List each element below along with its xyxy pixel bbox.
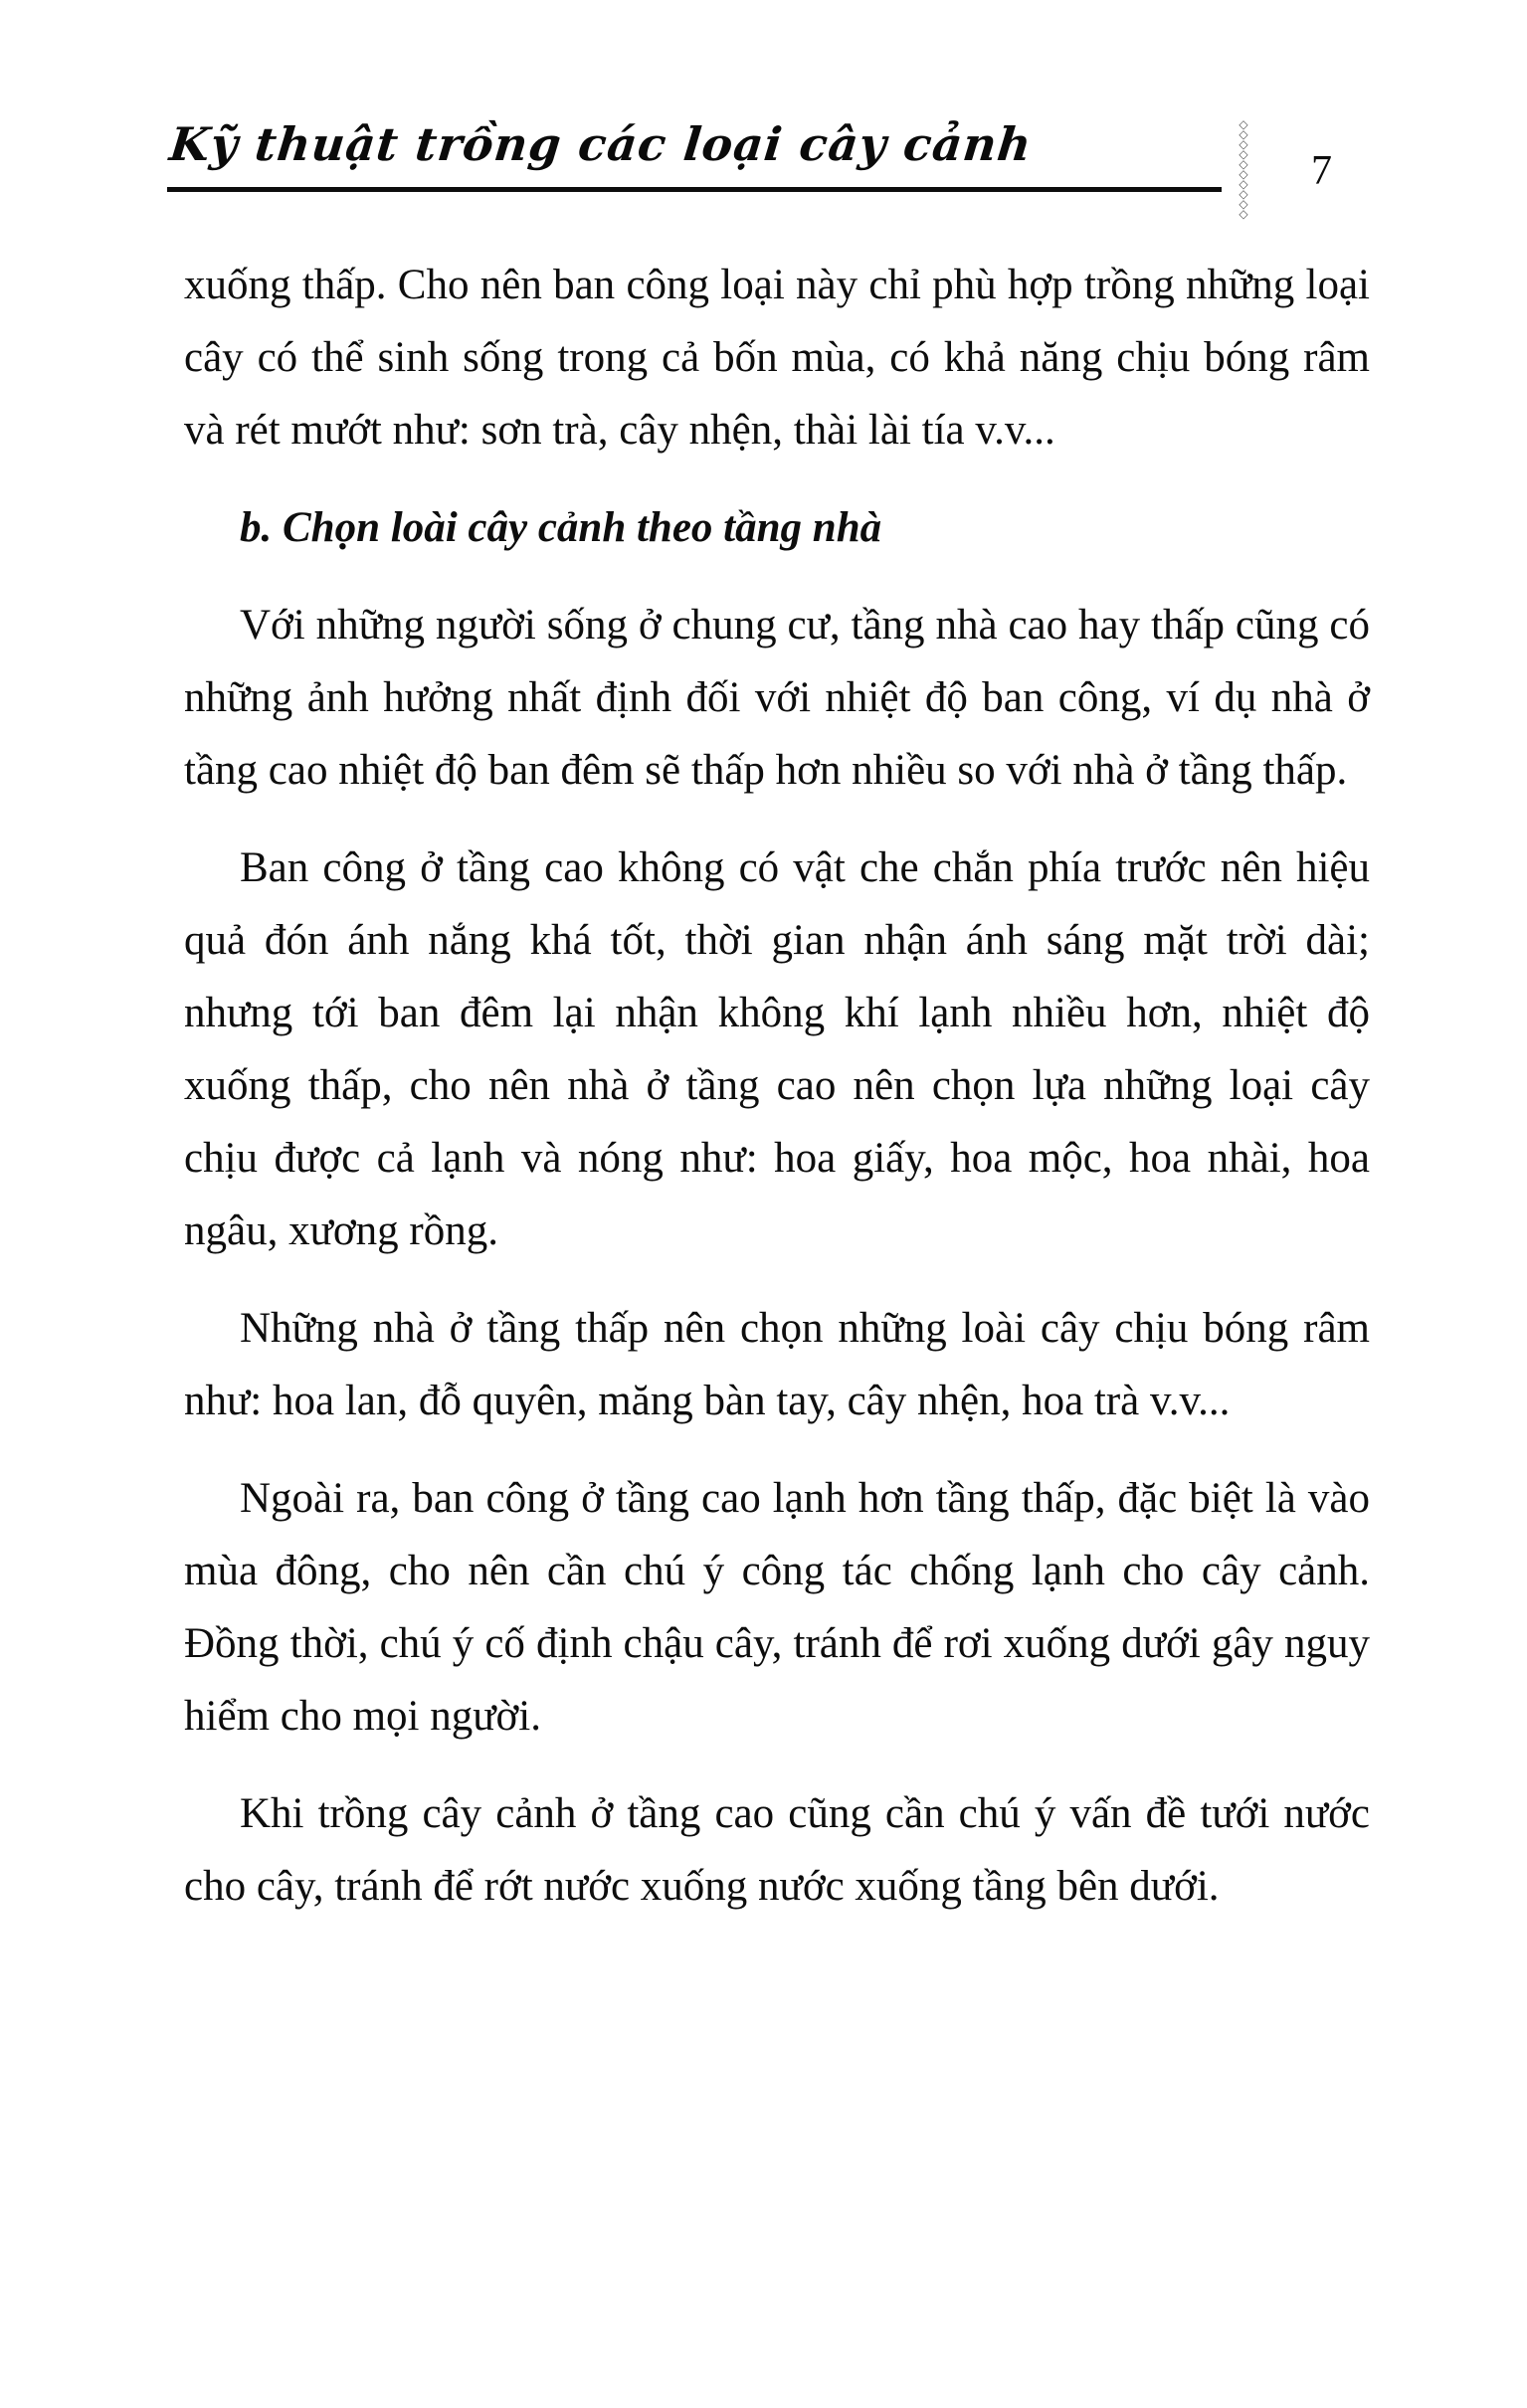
text-block [184, 249, 1370, 1947]
paragraph: Ngoài ra, ban công ở tầng cao lạnh hơn tầng thấp, đặc biệt là vào mùa đông, cho nên cần chú ý công tác chống lạnh cho cây cảnh. Đồng thời, chú ý cố định chậu cây, tránh để rơi xuống dưới gây nguy hiểm cho mọi người. [184, 1475, 1370, 1740]
running-head-title: Kỹ thuật trồng các loại cây cảnh [167, 117, 1035, 171]
paragraph: Với những người sống ở chung cư, tầng nhà cao hay thấp cũng có những ảnh hưởng nhất định đối với nhiệt độ ban công, ví dụ nhà ở tầng cao nhiệt độ ban đêm sẽ thấp hơn nhiều so với nhà ở tầng thấp. [184, 602, 1370, 794]
paragraph-continuation: xuống thấp. Cho nên ban công loại này chỉ phù hợp trồng những loại cây có thể sinh sống trong cả bốn mùa, có khả năng chịu bóng râm và rét mướt như: sơn trà, cây nhện, thài lài tía v.v... [184, 262, 1370, 454]
page-number: 7 [1311, 148, 1332, 194]
diamond-chain-ornament-icon [1237, 119, 1250, 219]
paragraph: Ban công ở tầng cao không có vật che chắn phía trước nên hiệu quả đón ánh nắng khá tốt, thời gian nhận ánh sáng mặt trời dài; nhưng tới ban đêm lại nhận không khí lạnh nhiều hơn, nhiệt độ xuống thấp, cho nên nhà ở tầng cao nên chọn lựa những loại cây chịu được cả lạnh và nóng như: hoa giấy, hoa mộc, hoa nhài, hoa ngâu, xương rồng. [184, 844, 1370, 1254]
paragraph: Những nhà ở tầng thấp nên chọn những loài cây chịu bóng râm như: hoa lan, đỗ quyên, măng bàn tay, cây nhện, hoa trà v.v... [184, 1305, 1370, 1424]
paragraph: Khi trồng cây cảnh ở tầng cao cũng cần chú ý vấn đề tưới nước cho cây, tránh để rớt nước xuống nước xuống tầng bên dưới. [184, 1790, 1370, 1910]
section-heading: b. Chọn loài cây cảnh theo tầng nhà [240, 504, 882, 551]
header-rule [167, 187, 1222, 192]
